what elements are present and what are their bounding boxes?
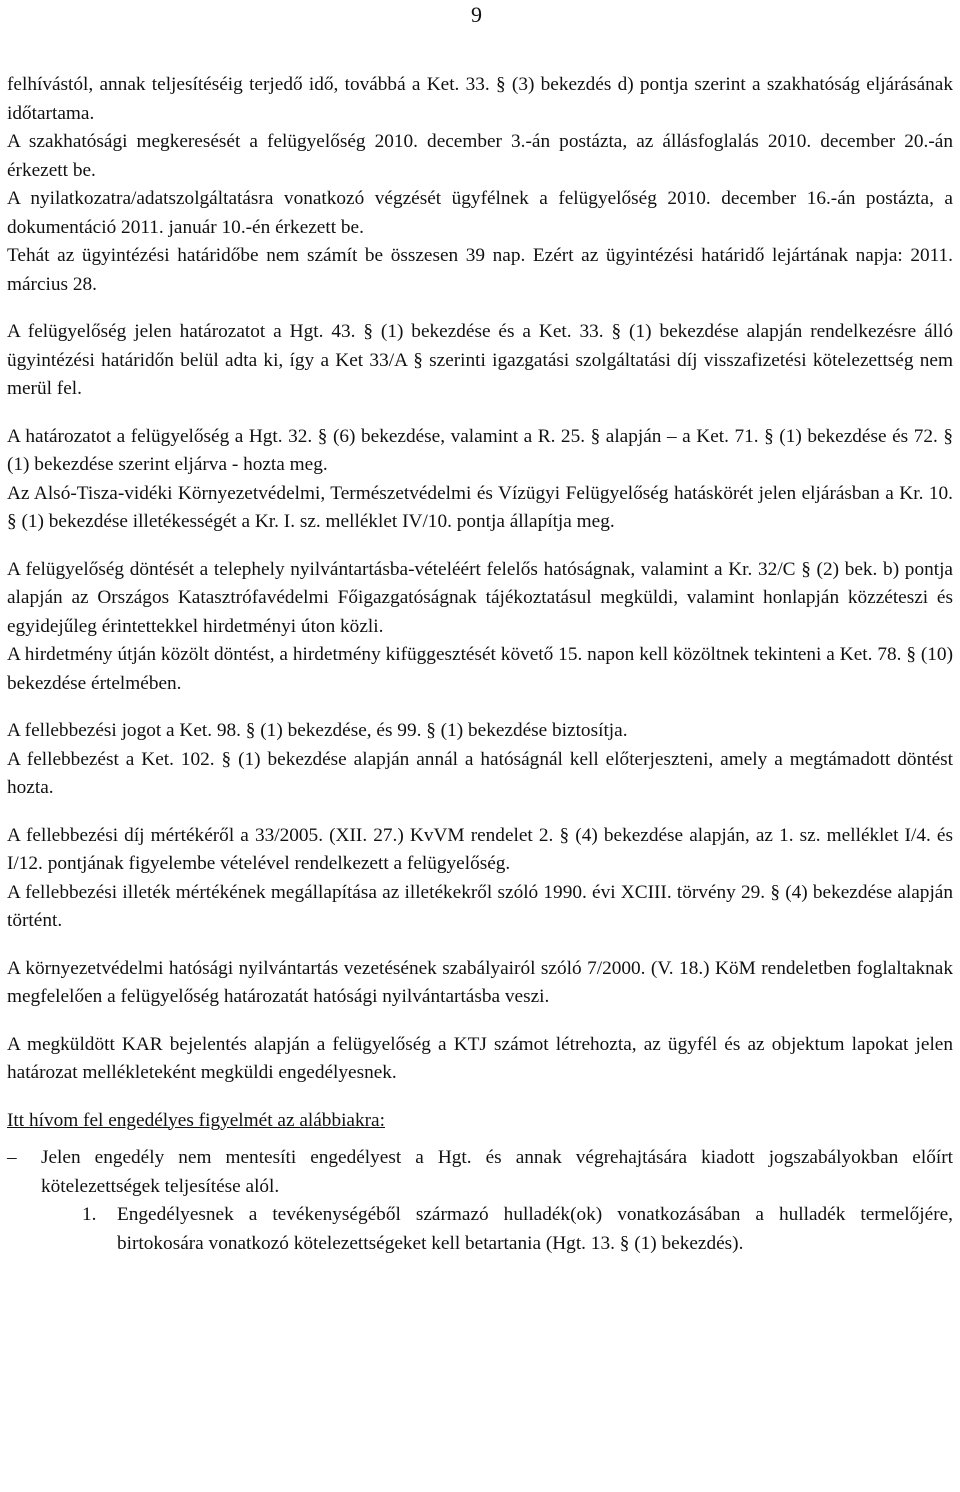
paragraph-deadline-suspension: felhívástól, annak teljesítéséig terjedő idő, továbbá a Ket. 33. § (3) bekezdés d) pontja szerint a szakhatóság eljárásának időtartama. (7, 74, 953, 124)
paragraph-fee-refund: A felügyelőség jelen határozatot a Hgt. 43. § (1) bekezdése és a Ket. 33. § (1) bekezdése alapján rendelkezésre álló ügyintézési határidőn belül adta ki, így a Ket 33/A § szerinti igazgatási szolgáltatási díj visszafizetési kötelezettség nem merül fel. (7, 321, 953, 399)
paragraph-registry: A környezetvédelmi hatósági nyilvántartás vezetésének szabályairól szóló 7/2000. (V. 18.) KöM rendeletben foglaltaknak megfelelően a felügyelőség határozatát hatósági nyilvántartásba veszi. (7, 957, 953, 1007)
dash-bullet: – (7, 1147, 17, 1168)
attention-heading: Itt hívom fel engedélyes figyelmét az alábbiakra: (7, 1109, 385, 1131)
paragraph-appeal-fee: A fellebbezési díj mértékéről a 33/2005. (XII. 27.) KvVM rendelet 2. § (4) bekezdése alapján, az 1. sz. melléklet I/4. és I/12. pontjának figyelembe vételével rendelkezett a felügyelőség. (7, 824, 953, 874)
list-item (7, 1144, 953, 1201)
paragraph-appeal-right: A fellebbezési jogot a Ket. 98. § (1) bekezdése, és 99. § (1) bekezdése biztosítja. (7, 720, 628, 741)
bullet-text: Jelen engedély nem mentesíti engedélyest a Hgt. és annak végrehajtására kiadott jogszabályokban előírt kötelezettségek teljesítése alól. (41, 1147, 953, 1197)
paragraph-deadline-total: Tehát az ügyintézési határidőbe nem számít be összesen 39 nap. Ezért az ügyintézési határidő lejártának napja: 2011. március 28. (7, 245, 953, 295)
paragraph-competence: Az Alsó-Tisza-vidéki Környezetvédelmi, Természetvédelmi és Vízügyi Felügyelőség hatáskörét jelen eljárásban a Kr. 10. § (1) bekezdése illetékességét a Kr. I. sz. melléklet IV/10. pontja állapítja meg. (7, 482, 953, 532)
paragraph-appeal-submission: A fellebbezést a Ket. 102. § (1) bekezdése alapján annál a hatóságnál kell előterjeszteni, amely a megtámadott döntést hozta. (7, 748, 953, 798)
paragraph-authority-request: A szakhatósági megkeresését a felügyelőség 2010. december 3.-án postázta, az állásfoglalás 2010. december 20.-án érkezett be. (7, 131, 953, 181)
item-text: Engedélyesnek a tevékenységéből származó hulladék(ok) vonatkozásában a hulladék termelőjére, birtokosára vonatkozó kötelezettségeket kell betartania (Hgt. 13. § (1) bekezdés). (117, 1204, 953, 1254)
paragraph-ktj-number: A megküldött KAR bejelentés alapján a felügyelőség a KTJ számot létrehozta, az ügyfél és az objektum lapokat jelen határozat mellékleteként megküldi engedélyesnek. (7, 1033, 953, 1083)
page-number: 9 (471, 2, 482, 27)
paragraph-data-request: A nyilatkozatra/adatszolgáltatásra vonatkozó végzését ügyfélnek a felügyelőség 2010. december 16.-án postázta, a dokumentáció 2011. január 10.-én érkezett be. (7, 188, 953, 238)
paragraph-legal-basis: A határozatot a felügyelőség a Hgt. 32. § (6) bekezdése, valamint a R. 25. § alapján – a Ket. 71. § (1) bekezdése és 72. § (1) bekezdése szerint eljárva - hozta meg. (7, 425, 953, 475)
paragraph-notification: A felügyelőség döntését a telephely nyilvántartásba-vételéért felelős hatóságnak, valamint a Kr. 32/C § (2) bek. b) pontja alapján az Országos Katasztrófavédelmi Főigazgatóságnak tájékoztatásul megküldi, valamint honlapján közzéteszi és egyidejűleg érintettekkel hirdetményi úton közli. (7, 558, 953, 637)
paragraph-appeal-duty: A fellebbezési illeték mértékének megállapítása az illetékekről szóló 1990. évi XCIII. törvény 29. § (4) bekezdése alapján történt. (7, 881, 953, 931)
document-body (7, 71, 953, 1258)
numbered-list-item (7, 1201, 953, 1258)
paragraph-public-notice: A hirdetmény útján közölt döntést, a hirdetmény kifüggesztését követő 15. napon kell közöltnek tekinteni a Ket. 78. § (10) bekezdése értelmében. (7, 644, 953, 694)
item-number: 1. (82, 1204, 97, 1225)
